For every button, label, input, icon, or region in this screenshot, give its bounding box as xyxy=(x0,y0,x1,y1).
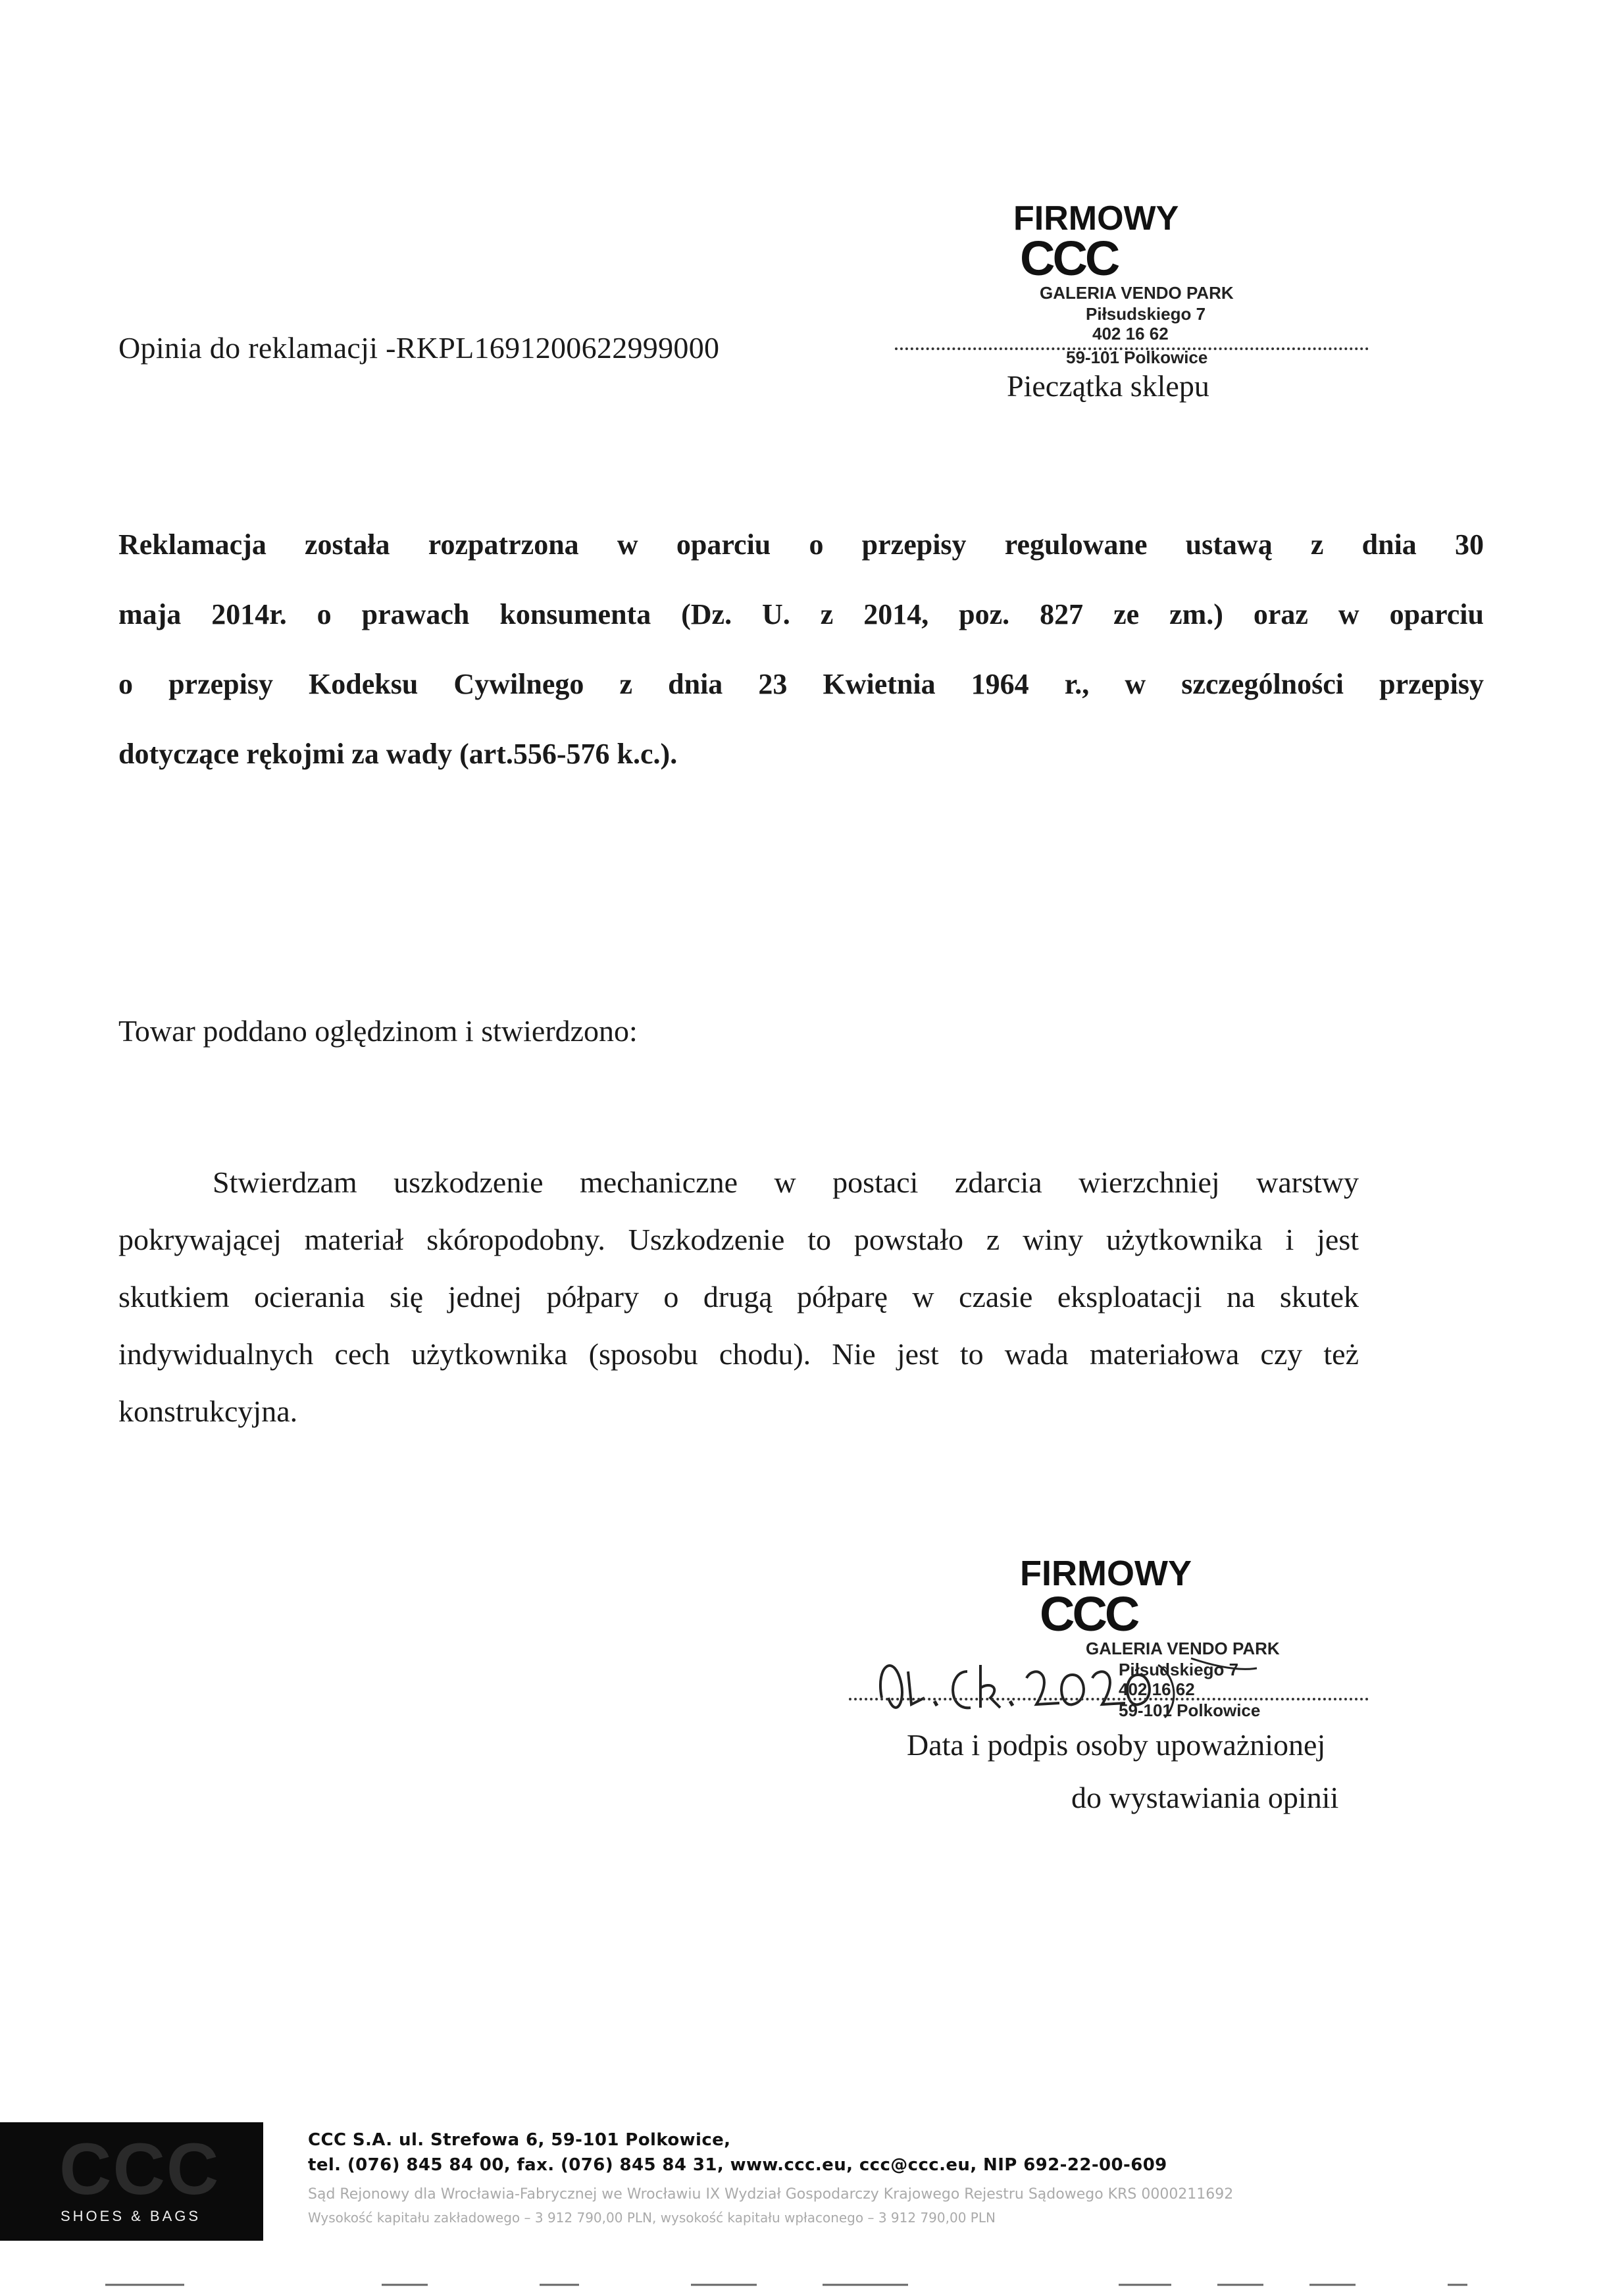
inspection-paragraph xyxy=(118,1154,1359,1440)
signature-stamp xyxy=(869,1540,1382,1737)
stamp-line: Piłsudskiego 7 xyxy=(1086,304,1206,324)
inspection-line: konstrukcyjna. xyxy=(118,1394,298,1428)
stamp-logo: CCC xyxy=(1040,1587,1138,1641)
stamp-line: 402 16 62 xyxy=(1092,324,1169,344)
logo-tagline: SHOES & BAGS xyxy=(61,2208,201,2224)
logo-text: CCC xyxy=(59,2129,220,2210)
stamp-line: 59-101 Polkowice xyxy=(1119,1700,1261,1720)
legal-line: o przepisy Kodeksu Cywilnego z dnia 23 Kwietnia 1964 r., w szczególności przepisy xyxy=(118,668,1484,700)
stamp-logo: CCC xyxy=(1020,231,1118,286)
footer-address: CCC S.A. ul. Strefowa 6, 59-101 Polkowice, xyxy=(308,2130,731,2150)
signature-dotted-line xyxy=(849,1698,1369,1700)
inspection-line: skutkiem ocierania się jednej półpary o drugą półparę w czasie eksploatacji na skutek xyxy=(118,1280,1359,1314)
inspection-line: indywidualnych cech użytkownika (sposobu chodu). Nie jest to wada materiałowa czy też xyxy=(118,1337,1359,1371)
legal-line: dotyczące rękojmi za wady (art.556-576 k.c.). xyxy=(118,738,678,770)
stamp-line: 59-101 Polkowice xyxy=(1066,347,1208,367)
footer-contact: tel. (076) 845 84 00, fax. (076) 845 84 31, www.ccc.eu, ccc@ccc.eu, NIP 692-22-00-609 xyxy=(308,2155,1167,2175)
stamp-title: FIRMOWY xyxy=(1013,199,1179,238)
legal-line: Reklamacja została rozpatrzona w oparciu o przepisy regulowane ustawą z dnia 30 xyxy=(118,528,1484,561)
ccc-logo xyxy=(0,2122,263,2241)
stamp-line: GALERIA VENDO PARK xyxy=(1040,283,1234,303)
stamp-title: FIRMOWY xyxy=(1020,1554,1192,1593)
inspection-line: Stwierdzam uszkodzenie mechaniczne w postaci zdarcia wierzchniej warstwy xyxy=(213,1165,1359,1199)
legal-paragraph xyxy=(118,510,1484,789)
footer-capital: Wysokość kapitału zakładowego – 3 912 790,00 PLN, wysokość kapitału wpłaconego – 3 912 790,00 PLN xyxy=(308,2210,996,2226)
bottom-scan-artifacts xyxy=(0,2283,1599,2286)
stamp-line: GALERIA VENDO PARK xyxy=(1086,1639,1280,1658)
stamp-dotted-line xyxy=(895,347,1369,350)
stamp-line: 402 16 62 xyxy=(1119,1679,1195,1699)
opinion-title: Opinia do reklamacji -RKPL1691200622999000 xyxy=(118,331,720,365)
signature-caption: Data i podpis osoby upoważnionej xyxy=(907,1728,1326,1762)
footer-registry: Sąd Rejonowy dla Wrocławia-Fabrycznej we Wrocławiu IX Wydział Gospodarczy Krajowego Rejestru Sądowego KRS 0000211692 xyxy=(308,2186,1234,2203)
stamp-caption: Pieczątka sklepu xyxy=(1007,369,1209,403)
handwritten-signature xyxy=(869,1625,1263,1724)
shop-stamp xyxy=(895,191,1263,395)
signature-caption-2: do wystawiania opinii xyxy=(1071,1781,1339,1814)
legal-line: maja 2014r. o prawach konsumenta (Dz. U. z 2014, poz. 827 ze zm.) oraz w oparciu xyxy=(118,598,1484,630)
inspection-intro: Towar poddano oględzinom i stwierdzono: xyxy=(118,1014,638,1048)
stamp-line: Piłsudskiego 7 xyxy=(1119,1660,1239,1679)
inspection-line: pokrywającej materiał skóropodobny. Uszkodzenie to powstało z winy użytkownika i jest xyxy=(118,1223,1359,1256)
